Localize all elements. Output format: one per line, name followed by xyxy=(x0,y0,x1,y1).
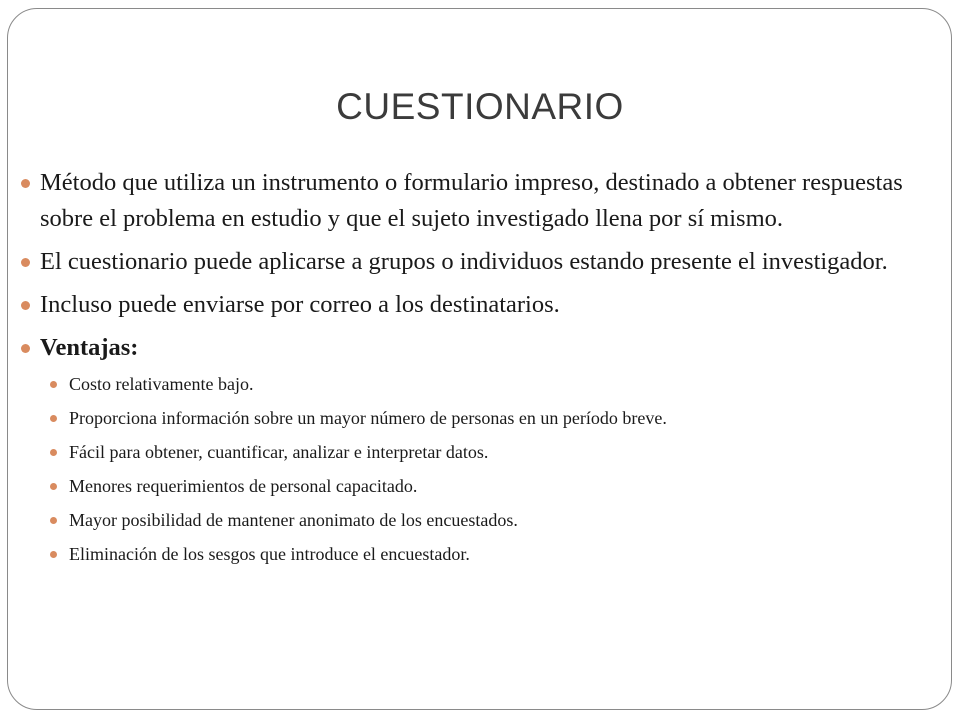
bullet-list xyxy=(20,165,945,366)
sub-bullet-item xyxy=(20,509,945,531)
ventajas-heading: Ventajas: xyxy=(40,334,139,361)
bullet-item-ventajas xyxy=(20,330,945,366)
sub-bullet-text: Menores requerimientos de personal capacitado. xyxy=(69,476,418,496)
sub-bullet-text: Proporciona información sobre un mayor número de personas en un período breve. xyxy=(69,408,667,428)
sub-bullet-item xyxy=(20,373,945,395)
ventajas-list xyxy=(20,373,945,565)
sub-bullet-dot-icon xyxy=(50,551,57,558)
bullet-text: Método que utiliza un instrumento o formulario impreso, destinado a obtener respuestas sobre el problema en estudio y que el sujeto investigado llena por sí mismo. xyxy=(40,169,903,232)
bullet-dot-icon xyxy=(21,344,30,353)
sub-bullet-item xyxy=(20,543,945,565)
sub-bullet-item xyxy=(20,407,945,429)
sub-bullet-dot-icon xyxy=(50,415,57,422)
sub-bullet-item xyxy=(20,475,945,497)
bullet-text: El cuestionario puede aplicarse a grupos o individuos estando presente el investigador. xyxy=(40,248,888,275)
sub-bullet-text: Fácil para obtener, cuantificar, analizar e interpretar datos. xyxy=(69,442,489,462)
bullet-item xyxy=(20,165,945,237)
sub-bullet-text: Mayor posibilidad de mantener anonimato de los encuestados. xyxy=(69,510,518,530)
bullet-dot-icon xyxy=(21,179,30,188)
bullet-dot-icon xyxy=(21,258,30,267)
sub-bullet-item xyxy=(20,441,945,463)
sub-bullet-text: Eliminación de los sesgos que introduce el encuestador. xyxy=(69,544,470,564)
sub-bullet-dot-icon xyxy=(50,517,57,524)
sub-bullet-dot-icon xyxy=(50,449,57,456)
sub-bullet-dot-icon xyxy=(50,381,57,388)
slide-title: CUESTIONARIO xyxy=(336,86,624,127)
sub-bullet-text: Costo relativamente bajo. xyxy=(69,374,254,394)
bullet-item xyxy=(20,244,945,280)
slide-content xyxy=(20,165,945,577)
bullet-text: Incluso puede enviarse por correo a los destinatarios. xyxy=(40,291,560,318)
bullet-item xyxy=(20,287,945,323)
bullet-dot-icon xyxy=(21,301,30,310)
sub-bullet-dot-icon xyxy=(50,483,57,490)
